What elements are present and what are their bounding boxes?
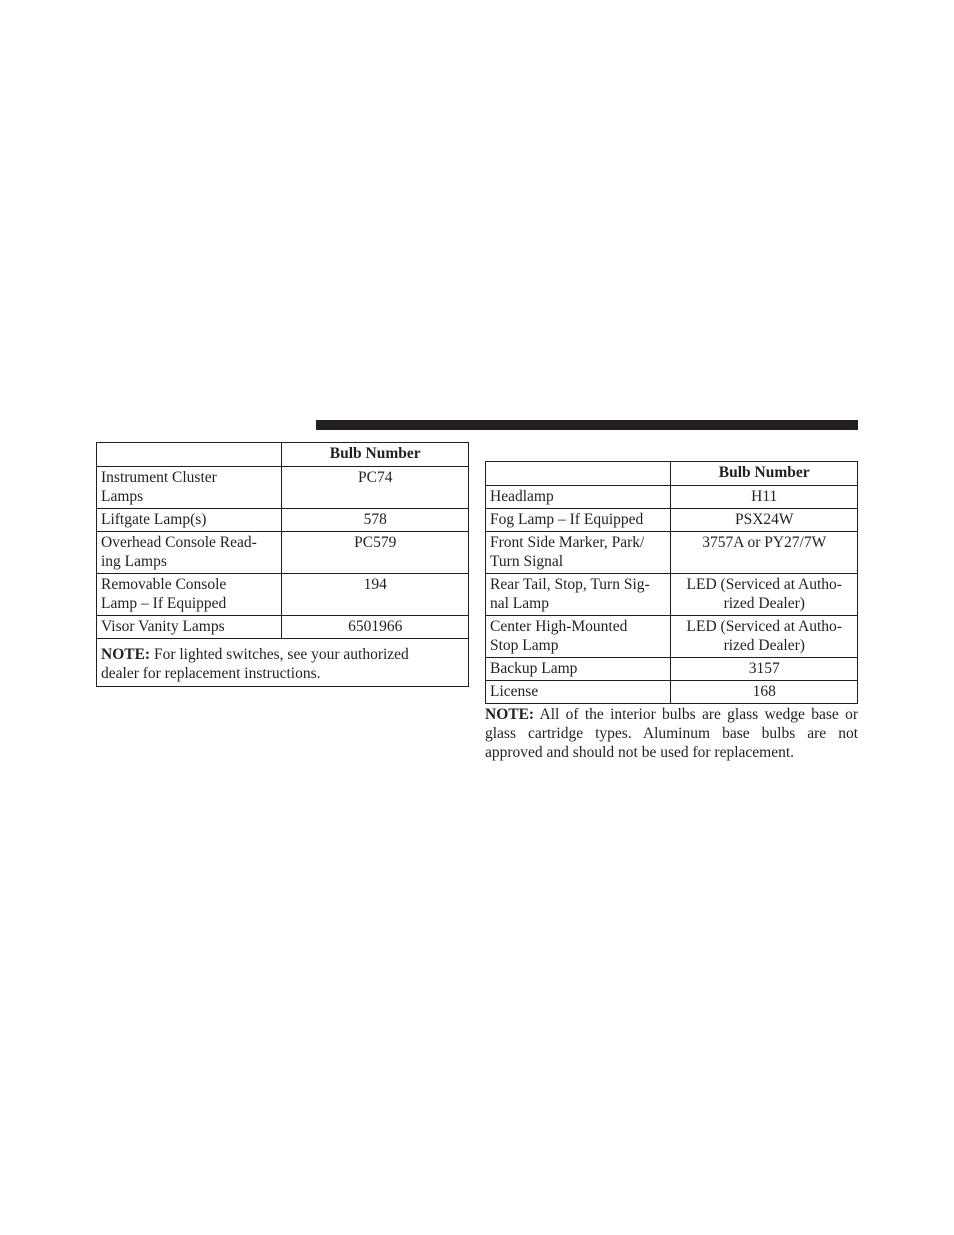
bulb-number: 578 [282,509,469,532]
bulb-number: 168 [671,681,858,704]
lamp-name: Instrument Cluster Lamps [97,467,282,509]
table-row [486,509,858,532]
note-text: For lighted switches, see your authorized [150,646,409,663]
table-row [486,616,858,658]
bulb-number: H11 [671,486,858,509]
table-row [486,681,858,704]
lamp-name: License [486,681,671,704]
table-row [97,616,469,639]
section-header-bar [316,420,858,430]
lamp-name: Removable Console Lamp – If Equipped [97,574,282,616]
table-row [486,658,858,681]
interior-bulb-table [96,442,469,687]
interior-bulb-note [485,705,858,762]
lamp-name: Overhead Console Read- ing Lamps [97,532,282,574]
table-row [97,574,469,616]
note-text: All of the interior bulbs are glass wedge base or glass cartridge types. Aluminum base bulbs are not approved and should not be used for replacement. [485,706,858,761]
bulb-number: 3757A or PY27/7W [671,532,858,574]
bulb-number: LED (Serviced at Autho- rized Dealer) [671,574,858,616]
table-header-row [486,462,858,486]
lamp-name: Liftgate Lamp(s) [97,509,282,532]
header-bulb-number: Bulb Number [282,443,469,467]
table-note-row [97,639,469,687]
table-row [97,467,469,509]
table-row [486,486,858,509]
lamp-name: Rear Tail, Stop, Turn Sig- nal Lamp [486,574,671,616]
table-header-row [97,443,469,467]
bulb-number: 6501966 [282,616,469,639]
table-row [486,574,858,616]
table-row [97,532,469,574]
table-note [97,639,469,687]
bulb-number: PC74 [282,467,469,509]
bulb-number: 194 [282,574,469,616]
header-bulb-number: Bulb Number [671,462,858,486]
bulb-number: 3157 [671,658,858,681]
lamp-name: Front Side Marker, Park/ Turn Signal [486,532,671,574]
lamp-name: Visor Vanity Lamps [97,616,282,639]
bulb-number: LED (Serviced at Autho- rized Dealer) [671,616,858,658]
header-lamp-column [97,443,282,467]
note-label: NOTE: [101,646,151,663]
exterior-bulb-table [485,461,858,704]
lamp-name: Center High-Mounted Stop Lamp [486,616,671,658]
lamp-name: Fog Lamp – If Equipped [486,509,671,532]
header-lamp-column [486,462,671,486]
bulb-number: PSX24W [671,509,858,532]
bulb-number: PC579 [282,532,469,574]
note-label: NOTE: [485,706,535,723]
lamp-name: Backup Lamp [486,658,671,681]
table-row [97,509,469,532]
table-row [486,532,858,574]
note-text: dealer for replacement instructions. [101,665,321,682]
lamp-name: Headlamp [486,486,671,509]
